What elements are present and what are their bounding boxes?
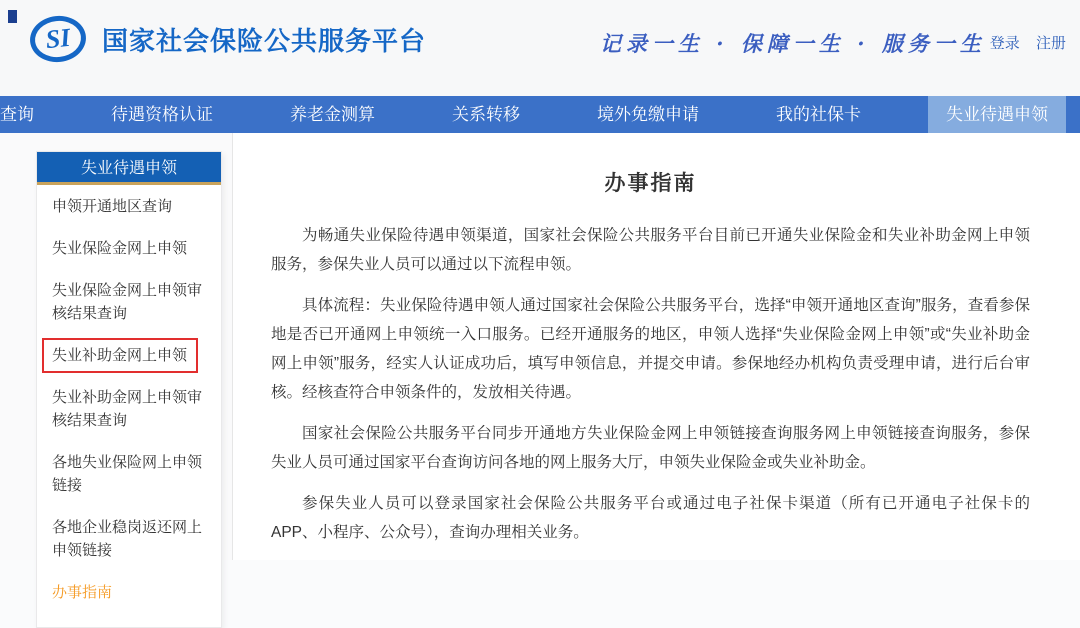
- top-header: [0, 0, 1080, 96]
- sidebar-item-subsidy-review-result[interactable]: 失业补助金网上申领审核结果查询: [52, 389, 203, 429]
- sidebar-item-insurance-online-apply[interactable]: 失业保险金网上申领: [52, 240, 188, 257]
- page-body: [0, 133, 1080, 601]
- nav-item-pension-calc[interactable]: 养老金测算: [290, 105, 375, 124]
- auth-links: [978, 32, 1066, 53]
- nav-item-query[interactable]: 查询: [0, 105, 34, 124]
- main-nav: [0, 96, 1080, 133]
- guide-paragraph: 为畅通失业保险待遇申领渠道，国家社会保险公共服务平台目前已开通失业保险金和失业补助金网上申领服务，参保失业人员可以通过以下流程申领。: [271, 227, 1030, 273]
- site-title: 国家社会保险公共服务平台: [102, 25, 427, 56]
- sidebar-item-local-insurance-links[interactable]: 各地失业保险网上申领链接: [52, 454, 203, 494]
- guide-paragraph: 国家社会保险公共服务平台同步开通地方失业保险金网上申领链接查询服务网上申领链接查询服务，参保失业人员可通过国家平台查询访问各地的网上服务大厅，申领失业保险金或失业补助金。: [271, 425, 1030, 471]
- sidebar-item-insurance-review-result[interactable]: 失业保险金网上申领审核结果查询: [52, 282, 203, 322]
- guide-paragraph: 参保失业人员可以登录国家社会保险公共服务平台或通过电子社保卡渠道（所有已开通电子社保卡的APP、小程序、公众号），查询办理相关业务。: [271, 495, 1030, 541]
- register-link[interactable]: 注册: [1035, 35, 1066, 52]
- nav-item-unemployment-benefits[interactable]: 失业待遇申领: [928, 96, 1066, 133]
- sidebar-title: 失业待遇申领: [37, 152, 221, 185]
- sidebar-menu: [36, 151, 222, 628]
- red-highlight-box: 失业补助金网上申领: [42, 338, 198, 373]
- sidebar-item-job-retention-links[interactable]: 各地企业稳岗返还网上申领链接: [52, 519, 203, 559]
- page-title: 办事指南: [604, 172, 697, 195]
- site-slogan: 记录一生 · 保障一生 · 服务一生: [600, 31, 986, 56]
- edge-fragment: [8, 10, 17, 23]
- guide-paragraph: 具体流程：失业保险待遇申领人通过国家社会保险公共服务平台，选择“申领开通地区查询”服务，查看参保地是否已开通网上申领统一入口服务。已经开通服务的地区，申领人选择“失业保险金网上申领”或“失业补助金网上申领”服务，经实人认证成功后，填写申领信息，并提交申请。参保地经办机构负责受理申请，进行后台审核。经核查符合申领条件的，发放相关待遇。: [271, 297, 1030, 401]
- site-logo-icon: SI: [28, 13, 89, 65]
- nav-item-overseas-exemption[interactable]: 境外免缴申请: [597, 105, 699, 124]
- login-link[interactable]: 登录: [989, 35, 1020, 52]
- nav-item-eligibility-cert[interactable]: 待遇资格认证: [111, 105, 213, 124]
- nav-item-relation-transfer[interactable]: 关系转移: [452, 105, 520, 124]
- content-panel: [232, 133, 1080, 560]
- nav-item-my-social-card[interactable]: 我的社保卡: [776, 105, 861, 124]
- sidebar-item-open-area-query[interactable]: 申领开通地区查询: [52, 198, 173, 215]
- sidebar-item-service-guide[interactable]: 办事指南: [52, 584, 113, 601]
- sidebar-item-subsidy-online-apply[interactable]: [37, 334, 221, 376]
- brand[interactable]: [30, 16, 426, 62]
